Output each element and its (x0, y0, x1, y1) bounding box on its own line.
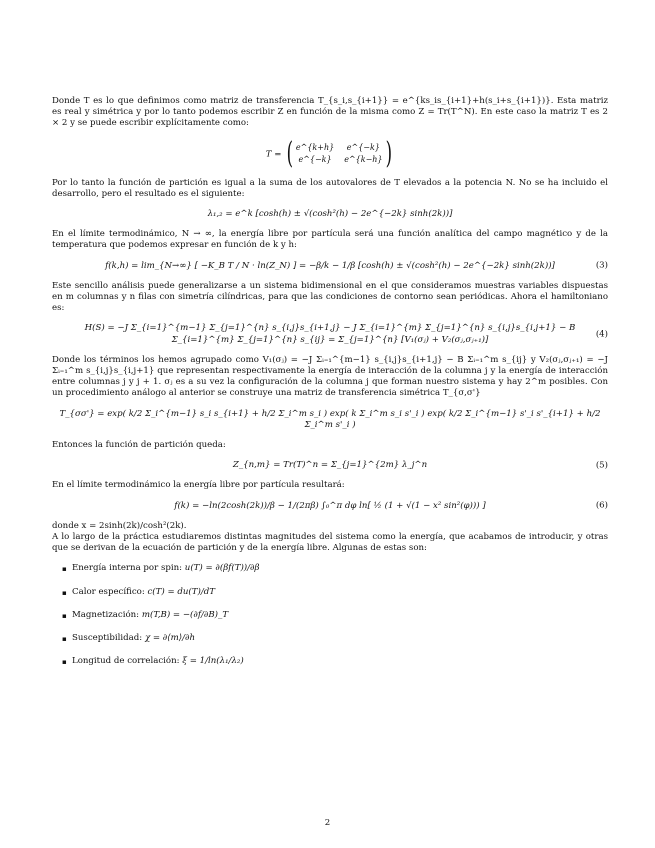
transfer-matrix-equation: T_{σσ'} = exp( k/2 Σ_i^{m−1} s_i s_{i+1} + h/2 Σ_i^m s_i ) exp( k Σ_i^m s_i s'_i ) exp( k/2 Σ_i^{m−1} s'_i s'_{i+1} + h/2 Σ_i^m s'_i ) (59, 408, 601, 430)
equation-6-body: f(k) = −ln(2cosh(2k))/β − 1/(2πβ) ∫₀^π dφ ln[ ½ (1 + √(1 − x² sin²(φ))) ] (174, 500, 486, 511)
matrix-equation (52, 135, 608, 171)
list-item-formula: c(T) = du(T)/dT (147, 586, 215, 597)
list-item-label: Magnetización: (72, 609, 140, 620)
equation-6-number: (6) (595, 500, 608, 511)
matrix-cell-12: e^{−k} (346, 142, 380, 152)
paragraph-5: Donde los términos los hemos agrupado como V₁(σⱼ) = −J Σᵢ₌₁^{m−1} s_{i,j}s_{i+1,j} − B Σᵢ₌₁^m s_{ij} y V₂(σⱼ,σⱼ₊₁) = −J Σᵢ₌₁^m s_{i,j}s_{i,j+1} que representan respectivamente la energía de interacción de la columna j y la energía de interacción entre columnas j y j + 1. σⱼ es a su vez la configuración de la columna j que forman nuestro sistema y hay 2^m posibles. Con un procedimiento análogo al anterior se construye una matriz de transferencia simétrica T_{σ,σ'} (52, 354, 608, 399)
list-item (72, 656, 608, 667)
paragraph-4: Este sencillo análisis puede generalizarse a un sistema bidimensional en el que consideramos muestras variables dispuestas en m columnas y n filas con simetría cilíndricas, para que las condiciones de contorno sean periódicas. Ahora el hamiltoniano es: (52, 280, 608, 314)
list-item-formula: ξ = 1/ln(λ₁/λ₂) (182, 656, 244, 667)
paragraph-1: Donde T es lo que definimos como matriz de transferencia T_{s_i,s_{i+1}} = e^{ks_is_{i+1}+h(s_i+s_{i+1})}. Esta matriz es real y simétrica y por lo tanto podemos escribir Z en función de la misma como Z = Tr(T^N). En este caso la matriz T es 2 × 2 y se puede escribir explícitamente como: (52, 96, 608, 129)
list-item-formula: u(T) = ∂(βf(T))/∂β (184, 563, 260, 574)
equation-3-number: (3) (595, 260, 608, 271)
equation-3-body: f(k,h) = lim_{N→∞} [ −K_B T / N · ln(Z_N) ] = −β/k − 1/β [cosh(h) ± √(cosh²(h) − 2e^{−2k} sinh(2k))] (105, 260, 555, 271)
matrix-lhs: T = (265, 149, 282, 160)
right-paren-icon: ) (385, 135, 392, 171)
list-item (72, 633, 608, 644)
list-item-formula: χ = ∂⟨m⟩/∂h (144, 633, 195, 644)
page-number: 2 (324, 818, 331, 828)
list-item-formula: m(T,B) = −(∂f/∂B)_T (141, 609, 229, 620)
matrix-grid (296, 142, 383, 165)
paragraph-8b: A lo largo de la práctica estudiaremos distintas magnitudes del sistema como la energía, que acabamos de introducir, y otras que se derivan de la ecuación de partición y de la energía libre. Algunas de estas son: (52, 532, 608, 554)
equation-4 (52, 323, 608, 345)
paragraph-7: En el límite termodinámico la energía libre por partícula resultará: (52, 480, 345, 491)
paragraph-6: Entonces la función de partición queda: (52, 440, 226, 451)
equation-5 (52, 460, 608, 471)
equation-4-body: H(S) = −J Σ_{i=1}^{m−1} Σ_{j=1}^{n} s_{i,j}s_{i+1,j} − J Σ_{i=1}^{m} Σ_{j=1}^{n} s_{i,j}s_{i,j+1} − B Σ_{i=1}^{m} Σ_{j=1}^{n} s_{ij} = Σ_{j=1}^{n} [V₁(σⱼ) + V₂(σⱼ,σⱼ₊₁)] (84, 323, 576, 345)
equation-4-number: (4) (595, 329, 608, 340)
magnitudes-list (52, 563, 608, 667)
matrix-body (284, 135, 394, 171)
list-item (72, 563, 608, 574)
list-item-label: Longitud de correlación: (72, 656, 180, 667)
left-paren-icon: ( (286, 135, 294, 171)
matrix-cell-22: e^{k−h} (344, 155, 383, 165)
list-item-label: Energía interna por spin: (72, 563, 183, 574)
paragraph-8a: donde x = 2sinh(2k)/cosh²(2k). (52, 520, 187, 531)
equation-5-body: Z_{n,m} = Tr(T)^n = Σ_{j=1}^{2m} λ_j^n (232, 460, 428, 471)
list-item (72, 587, 608, 598)
paragraph-3: En el límite termodinámico, N → ∞, la energía libre por partícula será una función analítica del campo magnético y de la temperatura que podemos expresar en función de k y h: (52, 229, 608, 251)
equation-6 (52, 501, 608, 512)
equation-5-number: (5) (595, 460, 608, 471)
matrix-cell-21: e^{−k} (298, 155, 332, 165)
equation-3 (52, 261, 608, 272)
paragraph-2: Por lo tanto la función de partición es igual a la suma de los autovalores de T elevados a la potencia N. No se ha incluido el desarrollo, pero el resultado es el siguiente: (52, 177, 608, 199)
eigenvalue-equation: λ₁,₂ = e^k [cosh(h) ± √(cosh²(h) − 2e^{−2k} sinh(2k))] (207, 209, 453, 220)
list-item-label: Calor específico: (72, 586, 145, 597)
paper-page (52, 96, 608, 680)
list-item (72, 610, 608, 621)
list-item-label: Susceptibilidad: (72, 633, 143, 644)
matrix-cell-11: e^{k+h} (295, 142, 335, 152)
